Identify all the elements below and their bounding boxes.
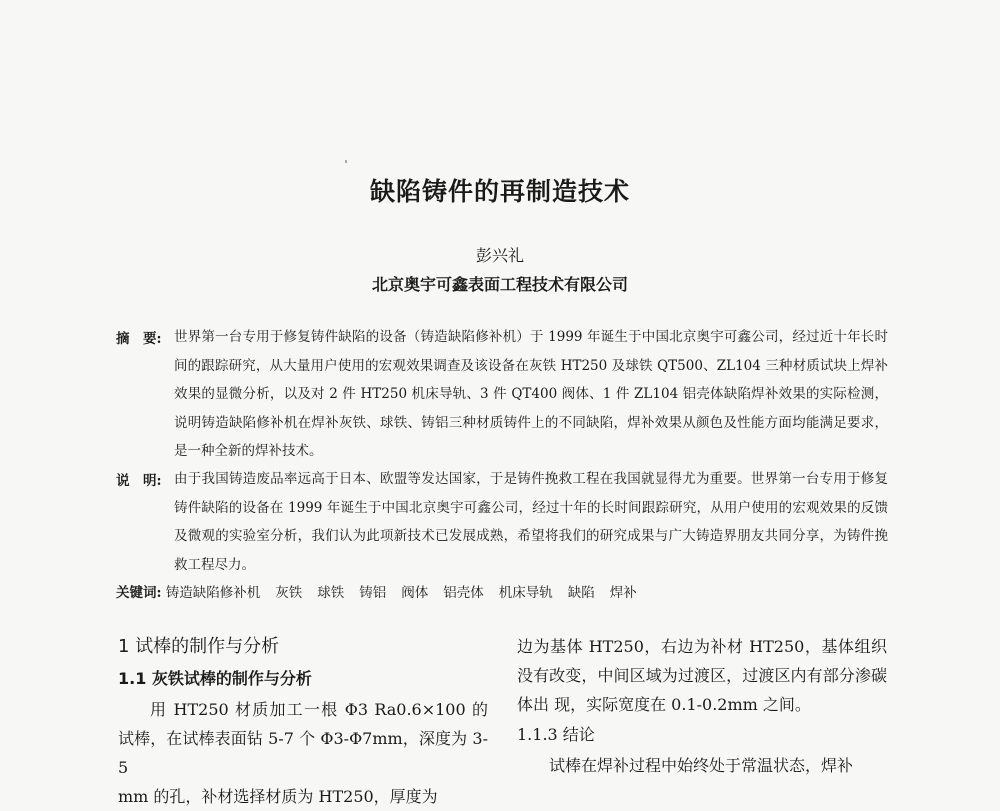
note-section: [116, 465, 888, 579]
body-paragraph: 用 HT250 材质加工一根 Φ3 Ra0.6×100 的试棒，在试棒表面钻 5-7 个 Φ3-Φ7mm，深度为 3-5: [118, 700, 488, 777]
keyword: 灰铁: [275, 585, 303, 601]
keyword: 阀体: [401, 585, 429, 601]
keyword: 缺陷: [567, 585, 595, 601]
note-text: 由于我国铸造废品率远高于日本、欧盟等发达国家，于是铸件挽救工程在我国就显得尤为重要。世界第一台专用于修复铸件缺陷的设备在 1999 年诞生于中国北京奥宇可鑫公司，经过十年的长时间跟踪研究，从用户使用的宏观效果的反馈及微观的实验室分析，我们认为此项新技术已发展成熟，希望将我们的研究成果与广大铸造界朋友共同分享，为铸件挽救工程尽力。: [174, 471, 888, 573]
keyword: 球铁: [317, 585, 345, 601]
keywords-label: 关键词:: [116, 585, 162, 601]
paper-title: 缺陷铸件的再制造技术: [369, 177, 630, 206]
keyword: 铸造缺陷修补机: [165, 585, 261, 601]
keyword: 铝壳体: [443, 585, 484, 601]
author-affiliation: 北京奥宇可鑫表面工程技术有限公司: [371, 275, 628, 294]
section-heading: 1 试棒的制作与分析: [118, 636, 280, 657]
author-name: 彭兴礼: [475, 246, 524, 265]
scan-speck: [345, 160, 347, 163]
keyword: 铸铝: [359, 585, 387, 601]
body-paragraph: 边为基体 HT250，右边为补材 HT250，基体组织没有改变，中间区域为过渡区，过渡区内有部分渗碳体出 现，实际宽度在 0.1-0.2mm 之间。: [517, 637, 887, 714]
subsection-heading: 1.1 灰铁试棒的制作与分析: [118, 669, 312, 688]
abstract-text: 世界第一台专用于修复铸件缺陷的设备（铸造缺陷修补机）于 1999 年诞生于中国北京奥宇可鑫公司，经过近十年长时间的跟踪研究，从大量用户使用的宏观效果调查及该设备在灰铁 HT250 及球铁 QT500、ZL104 三种材质试块上焊补效果的显微分析，以及对 2 件 HT250 机床导轨、3 件 QT400 阀体、1 件 ZL104 铝壳体缺陷焊补效果的实际检测，说明铸造缺陷修补机在焊补灰铁、球铁、铸铝三种材质铸件上的不同缺陷，焊补效果从颜色及性能方面均能满足要求，是一种全新的焊补技术。: [174, 329, 888, 459]
keywords-section: [116, 581, 888, 601]
keyword: 机床导轨: [498, 585, 553, 601]
subsubsection-heading: 1.1.3 结论: [517, 725, 595, 744]
body-paragraph-cutoff: mm 的孔，补材选择材质为 HT250，厚度为: [118, 787, 438, 806]
body-paragraph-cutoff: 试棒在焊补过程中始终处于常温状态，焊补: [549, 756, 854, 775]
right-column: [517, 632, 887, 780]
abstract-label: 摘 要:: [116, 331, 162, 347]
left-column: [118, 632, 488, 811]
abstract-section: [116, 323, 888, 466]
note-label: 说 明:: [116, 473, 162, 489]
keywords-list: [166, 585, 652, 601]
keyword: 焊补: [609, 585, 637, 601]
